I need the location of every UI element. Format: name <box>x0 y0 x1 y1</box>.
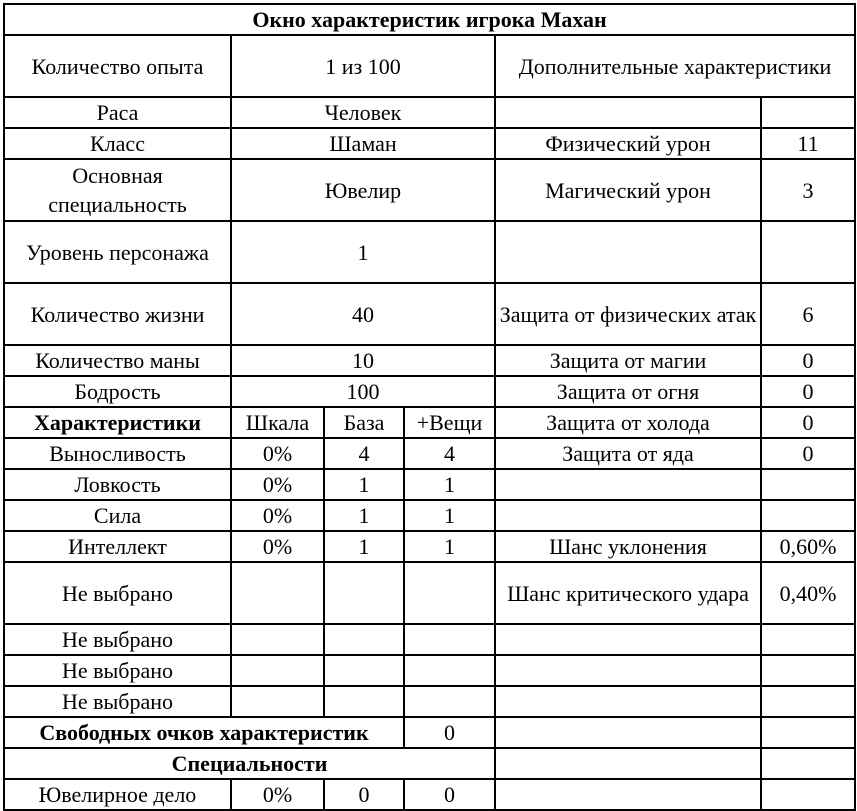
experience-value: 1 из 100 <box>231 35 495 97</box>
specialty-value: Ювелир <box>231 159 495 221</box>
attribute-base: 1 <box>324 500 404 531</box>
empty-cell <box>495 748 761 779</box>
attribute-scale: 0% <box>231 438 324 469</box>
empty-cell <box>761 748 855 779</box>
empty-cell <box>231 624 324 655</box>
free-points-value: 0 <box>404 717 495 748</box>
physical-damage-label: Физический урон <box>495 128 761 159</box>
items-column-header: +Вещи <box>404 407 495 438</box>
character-stats-table <box>3 3 856 811</box>
race-label: Раса <box>4 97 231 128</box>
class-label: Класс <box>4 128 231 159</box>
empty-cell <box>495 717 761 748</box>
attribute-scale: 0% <box>231 469 324 500</box>
empty-cell <box>761 686 855 717</box>
dodge-chance-label: Шанс уклонения <box>495 531 761 562</box>
attribute-scale: 0% <box>231 531 324 562</box>
empty-cell <box>324 686 404 717</box>
empty-cell <box>761 97 855 128</box>
vigor-label: Бодрость <box>4 376 231 407</box>
specialty-label: Основная специальность <box>4 159 231 221</box>
magic-defense-label: Защита от магии <box>495 345 761 376</box>
attribute-base: 1 <box>324 469 404 500</box>
specialty-items: 0 <box>404 779 495 810</box>
physical-defense-value: 6 <box>761 283 855 345</box>
empty-cell <box>404 686 495 717</box>
class-value: Шаман <box>231 128 495 159</box>
empty-cell <box>495 655 761 686</box>
empty-cell <box>231 655 324 686</box>
dodge-chance-value: 0,60% <box>761 531 855 562</box>
level-value: 1 <box>231 221 495 283</box>
unselected-attribute: Не выбрано <box>4 624 231 655</box>
attribute-name: Выносливость <box>4 438 231 469</box>
fire-defense-label: Защита от огня <box>495 376 761 407</box>
window-title: Окно характеристик игрока Махан <box>4 4 855 35</box>
attribute-items: 1 <box>404 500 495 531</box>
empty-cell <box>324 562 404 624</box>
poison-defense-label: Защита от яда <box>495 438 761 469</box>
empty-cell <box>761 500 855 531</box>
vigor-value: 100 <box>231 376 495 407</box>
specialty-scale: 0% <box>231 779 324 810</box>
poison-defense-value: 0 <box>761 438 855 469</box>
empty-cell <box>404 624 495 655</box>
attribute-name: Интеллект <box>4 531 231 562</box>
empty-cell <box>495 686 761 717</box>
race-value: Человек <box>231 97 495 128</box>
empty-cell <box>761 221 855 283</box>
mana-value: 10 <box>231 345 495 376</box>
empty-cell <box>495 221 761 283</box>
attributes-header: Характеристики <box>4 407 231 438</box>
experience-label: Количество опыта <box>4 35 231 97</box>
health-label: Количество жизни <box>4 283 231 345</box>
empty-cell <box>231 686 324 717</box>
level-label: Уровень персонажа <box>4 221 231 283</box>
empty-cell <box>761 655 855 686</box>
empty-cell <box>231 562 324 624</box>
specialty-name: Ювелирное дело <box>4 779 231 810</box>
empty-cell <box>324 655 404 686</box>
empty-cell <box>404 655 495 686</box>
unselected-attribute: Не выбрано <box>4 655 231 686</box>
attribute-base: 4 <box>324 438 404 469</box>
magic-damage-value: 3 <box>761 159 855 221</box>
magic-defense-value: 0 <box>761 345 855 376</box>
attribute-items: 4 <box>404 438 495 469</box>
attribute-name: Сила <box>4 500 231 531</box>
empty-cell <box>324 624 404 655</box>
attribute-base: 1 <box>324 531 404 562</box>
empty-cell <box>495 469 761 500</box>
empty-cell <box>495 97 761 128</box>
empty-cell <box>761 469 855 500</box>
empty-cell <box>495 500 761 531</box>
empty-cell <box>761 779 855 810</box>
empty-cell <box>495 624 761 655</box>
health-value: 40 <box>231 283 495 345</box>
physical-defense-label: Защита от физических атак <box>495 283 761 345</box>
empty-cell <box>404 562 495 624</box>
specialties-header: Специальности <box>4 748 495 779</box>
unselected-attribute: Не выбрано <box>4 562 231 624</box>
magic-damage-label: Магический урон <box>495 159 761 221</box>
empty-cell <box>761 717 855 748</box>
physical-damage-value: 11 <box>761 128 855 159</box>
cold-defense-value: 0 <box>761 407 855 438</box>
extra-stats-header: Дополнительные характеристики <box>495 35 855 97</box>
attribute-name: Ловкость <box>4 469 231 500</box>
base-column-header: База <box>324 407 404 438</box>
fire-defense-value: 0 <box>761 376 855 407</box>
crit-chance-value: 0,40% <box>761 562 855 624</box>
crit-chance-label: Шанс критического удара <box>495 562 761 624</box>
scale-column-header: Шкала <box>231 407 324 438</box>
attribute-items: 1 <box>404 469 495 500</box>
empty-cell <box>761 624 855 655</box>
free-points-label: Свободных очков характеристик <box>4 717 404 748</box>
specialty-base: 0 <box>324 779 404 810</box>
attribute-scale: 0% <box>231 500 324 531</box>
mana-label: Количество маны <box>4 345 231 376</box>
unselected-attribute: Не выбрано <box>4 686 231 717</box>
attribute-items: 1 <box>404 531 495 562</box>
cold-defense-label: Защита от холода <box>495 407 761 438</box>
empty-cell <box>495 779 761 810</box>
